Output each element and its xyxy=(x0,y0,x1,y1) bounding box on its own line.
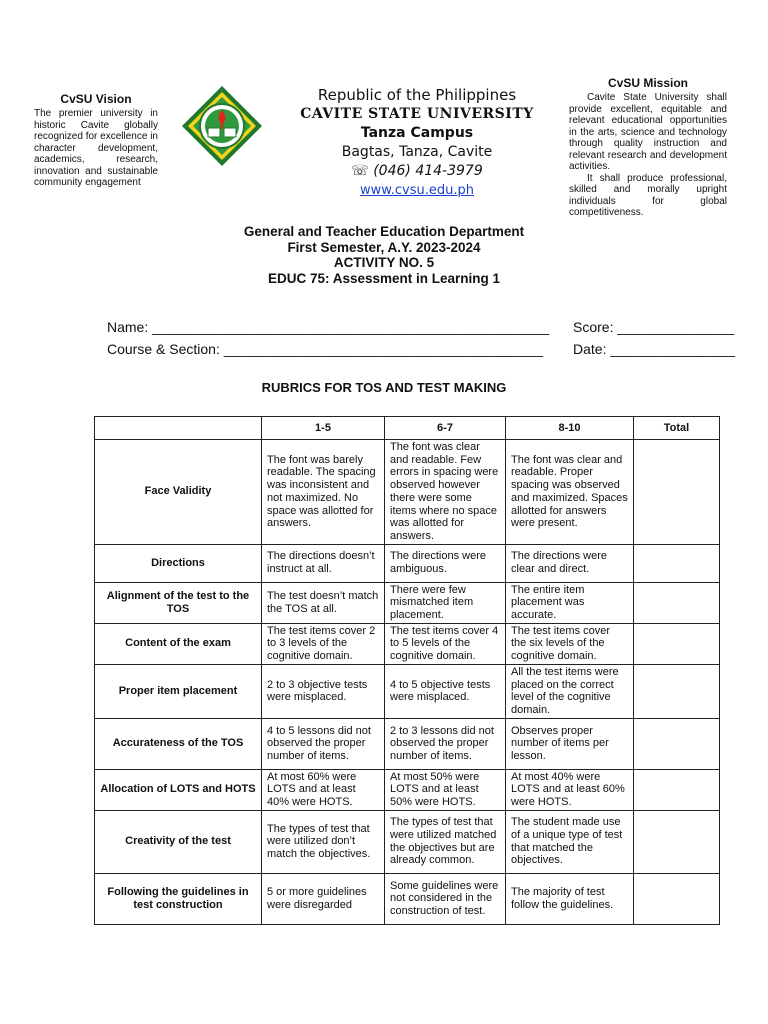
course-section-field[interactable]: Course & Section: _________________________________________ xyxy=(107,341,543,357)
total-cell[interactable] xyxy=(634,440,720,545)
score-6-7-cell: The directions were ambiguous. xyxy=(385,544,506,582)
score-1-5-cell: The test doesn’t match the TOS at all. xyxy=(262,582,385,623)
total-cell[interactable] xyxy=(634,769,720,810)
campus-address: Bagtas, Tanza, Cavite xyxy=(341,144,493,160)
column-header-8-10: 8-10 xyxy=(506,417,634,440)
course-info xyxy=(184,224,584,286)
table-row xyxy=(95,664,720,718)
score-1-5-cell: 4 to 5 lessons did not observed the proper number of items. xyxy=(262,718,385,769)
score-8-10-cell: The student made use of a unique type of test that matched the objectives. xyxy=(506,810,634,873)
criterion-cell: Accurateness of the TOS xyxy=(95,718,262,769)
criterion-cell: Alignment of the test to the TOS xyxy=(95,582,262,623)
score-8-10-cell: The font was clear and readable. Proper spacing was observed and maximized. Spaces allotted for answers were present. xyxy=(506,440,634,545)
activity-number: ACTIVITY NO. 5 xyxy=(333,255,435,270)
table-row xyxy=(95,769,720,810)
total-cell[interactable] xyxy=(634,623,720,664)
score-8-10-cell: The majority of test follow the guidelines. xyxy=(506,873,634,924)
university-website-link[interactable]: www.cvsu.edu.ph xyxy=(360,183,474,198)
score-1-5-cell: The test items cover 2 to 3 levels of the cognitive domain. xyxy=(262,623,385,664)
score-8-10-cell: The test items cover the six levels of the cognitive domain. xyxy=(506,623,634,664)
score-6-7-cell: At most 50% were LOTS and at least 50% were HOTS. xyxy=(385,769,506,810)
rubric-table xyxy=(94,416,720,925)
score-1-5-cell: The font was barely readable. The spacing was inconsistent and not maximized. No space was allotted for answers. xyxy=(262,440,385,545)
score-6-7-cell: The test items cover 4 to 5 levels of the cognitive domain. xyxy=(385,623,506,664)
rubric-title: RUBRICS FOR TOS AND TEST MAKING xyxy=(261,380,507,395)
university-header xyxy=(272,86,562,200)
campus-phone: ☏ (046) 414-3979 xyxy=(351,163,483,179)
table-row xyxy=(95,582,720,623)
score-1-5-cell: At most 60% were LOTS and at least 40% were HOTS. xyxy=(262,769,385,810)
criterion-cell: Allocation of LOTS and HOTS xyxy=(95,769,262,810)
criterion-cell: Directions xyxy=(95,544,262,582)
score-6-7-cell: 2 to 3 lessons did not observed the proper number of items. xyxy=(385,718,506,769)
date-field[interactable]: Date: ________________ xyxy=(573,341,735,357)
score-field[interactable]: Score: _______________ xyxy=(573,319,735,335)
table-row xyxy=(95,440,720,545)
score-8-10-cell: The directions were clear and direct. xyxy=(506,544,634,582)
mission-text xyxy=(569,92,727,219)
score-6-7-cell: The font was clear and readable. Few errors in spacing were observed however there were some items where no space was allotted for answers. xyxy=(385,440,506,545)
total-cell[interactable] xyxy=(634,664,720,718)
department-name: General and Teacher Education Department xyxy=(243,224,525,239)
criterion-cell: Creativity of the test xyxy=(95,810,262,873)
mission-block xyxy=(569,76,727,219)
total-cell[interactable] xyxy=(634,873,720,924)
table-row xyxy=(95,810,720,873)
score-1-5-cell: 2 to 3 objective tests were misplaced. xyxy=(262,664,385,718)
score-6-7-cell: 4 to 5 objective tests were misplaced. xyxy=(385,664,506,718)
mission-paragraph-1: Cavite State University shall provide excellent, equitable and relevant educational opportunities in the arts, science and technology through quality instruction and relevant research and development activities. xyxy=(569,92,727,172)
vision-text: The premier university in historic Cavite globally recognized for excellence in character development, academics, research, innovation and sustainable community engagement xyxy=(34,108,158,188)
score-1-5-cell: The types of test that were utilized don’t match the objectives. xyxy=(262,810,385,873)
total-cell[interactable] xyxy=(634,810,720,873)
column-header-criterion xyxy=(95,417,262,440)
semester: First Semester, A.Y. 2023-2024 xyxy=(287,239,481,255)
mission-heading: CvSU Mission xyxy=(607,76,688,90)
table-row xyxy=(95,873,720,924)
score-6-7-cell: The types of test that were utilized matched the objectives but are already common. xyxy=(385,810,506,873)
criterion-cell: Content of the exam xyxy=(95,623,262,664)
total-cell[interactable] xyxy=(634,544,720,582)
criterion-cell: Following the guidelines in test construction xyxy=(95,873,262,924)
total-cell[interactable] xyxy=(634,718,720,769)
score-1-5-cell: The directions doesn’t instruct at all. xyxy=(262,544,385,582)
total-cell[interactable] xyxy=(634,582,720,623)
table-row xyxy=(95,623,720,664)
rubric-header-row xyxy=(95,417,720,440)
score-6-7-cell: There were few mismatched item placement. xyxy=(385,582,506,623)
table-row xyxy=(95,718,720,769)
university-seal-icon xyxy=(180,84,264,168)
score-8-10-cell: Observes proper number of items per lesson. xyxy=(506,718,634,769)
subject-title: EDUC 75: Assessment in Learning 1 xyxy=(267,270,501,286)
criterion-cell: Proper item placement xyxy=(95,664,262,718)
score-8-10-cell: The entire item placement was accurate. xyxy=(506,582,634,623)
criterion-cell: Face Validity xyxy=(95,440,262,545)
score-8-10-cell: At most 40% were LOTS and at least 60% were HOTS. xyxy=(506,769,634,810)
university-name: CAVITE STATE UNIVERSITY xyxy=(300,106,534,122)
column-header-total: Total xyxy=(634,417,720,440)
vision-block xyxy=(34,92,158,189)
vision-heading: CvSU Vision xyxy=(60,92,132,106)
campus-name: Tanza Campus xyxy=(360,125,474,141)
score-6-7-cell: Some guidelines were not considered in the construction of test. xyxy=(385,873,506,924)
score-8-10-cell: All the test items were placed on the correct level of the cognitive domain. xyxy=(506,664,634,718)
column-header-6-7: 6-7 xyxy=(385,417,506,440)
column-header-1-5: 1-5 xyxy=(262,417,385,440)
republic-line: Republic of the Philippines xyxy=(317,86,517,104)
score-1-5-cell: 5 or more guidelines were disregarded xyxy=(262,873,385,924)
mission-paragraph-2: It shall produce professional, skilled and morally upright individuals for global competitiveness. xyxy=(569,172,727,218)
table-row xyxy=(95,544,720,582)
name-field[interactable]: Name: ___________________________________________________ xyxy=(107,319,550,335)
